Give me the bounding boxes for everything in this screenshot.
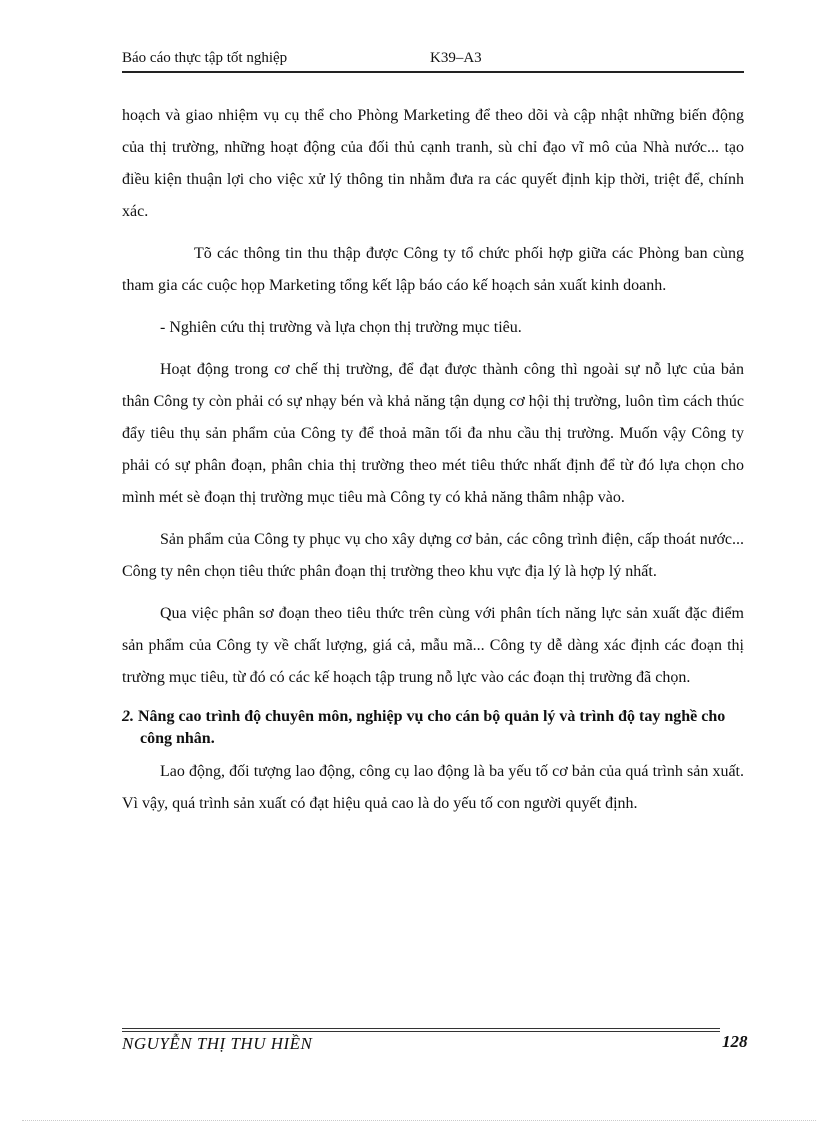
paragraph-3: - Nghiên cứu thị trường và lựa chọn thị trường mục tiêu. xyxy=(160,319,522,336)
author-name: NGUYỄN THỊ THU HIỀN xyxy=(122,1034,313,1053)
class-code: K39–A3 xyxy=(430,50,482,66)
paragraph-1: hoạch và giao nhiệm vụ cụ thể cho Phòng Marketing để theo dõi và cập nhật những biến động của thị trường, những hoạt động của đối thủ cạnh tranh, sù chỉ đạo vĩ mô của Nhà nước... tạo điều kiện thuận lợi cho việc xử lý thông tin nhằm đưa ra các quyết định kịp thời, triệt để, chính xác. xyxy=(122,107,744,220)
page-bottom-dotted-line xyxy=(22,1120,816,1121)
report-title: Báo cáo thực tập tốt nghiệp xyxy=(122,50,288,66)
section-number: 2. xyxy=(122,708,134,725)
document-body xyxy=(122,100,744,830)
header-rule xyxy=(122,71,744,73)
paragraph-4: Hoạt động trong cơ chế thị trường, để đạt được thành công thì ngoài sự nỗ lực của bản thân Công ty còn phải có sự nhạy bén và khả năng tận dụng cơ hội thị trường, luôn tìm cách thúc đẩy tiêu thụ sản phẩm của Công ty để thoả mãn tối đa nhu cầu thị trường. Muốn vậy Công ty phải có sự phân đoạn, phân chia thị trường theo mét tiêu thức nhất định để từ đó lựa chọn cho mình mét sè đoạn thị trường mục tiêu mà Công ty có khả năng thâm nhập vào. xyxy=(122,361,744,506)
footer-rule xyxy=(122,1028,720,1029)
paragraph-2: Tõ các thông tin thu thập được Công ty tổ chức phối hợp giữa các Phòng ban cùng tham gia các cuộc họp Marketing tổng kết lập báo cáo kế hoạch sản xuất kinh doanh. xyxy=(122,245,744,294)
section-heading xyxy=(122,706,744,750)
section-title: Nâng cao trình độ chuyên môn, nghiệp vụ cho cán bộ quản lý và trình độ tay nghề cho công nhân. xyxy=(138,708,726,747)
paragraph-7: Lao động, đối tượng lao động, công cụ lao động là ba yếu tố cơ bản của quá trình sản xuất. Vì vậy, quá trình sản xuất có đạt hiệu quả cao là do yếu tố con người quyết định. xyxy=(122,763,744,812)
page-header xyxy=(122,50,744,72)
footer-rule-double xyxy=(122,1031,720,1032)
page-number: 128 xyxy=(722,1032,748,1051)
paragraph-6: Qua việc phân sơ đoạn theo tiêu thức trên cùng với phân tích năng lực sản xuất đặc điểm sản phẩm của Công ty về chất lượng, giá cả, mẫu mã... Công ty dễ dàng xác định các đoạn thị trường mục tiêu, từ đó có các kế hoạch tập trung nỗ lực vào các đoạn thị trường đã chọn. xyxy=(122,605,744,686)
paragraph-5: Sản phẩm của Công ty phục vụ cho xây dựng cơ bản, các công trình điện, cấp thoát nước... Công ty nên chọn tiêu thức phân đoạn thị trường theo khu vực địa lý là hợp lý nhất. xyxy=(122,531,744,580)
